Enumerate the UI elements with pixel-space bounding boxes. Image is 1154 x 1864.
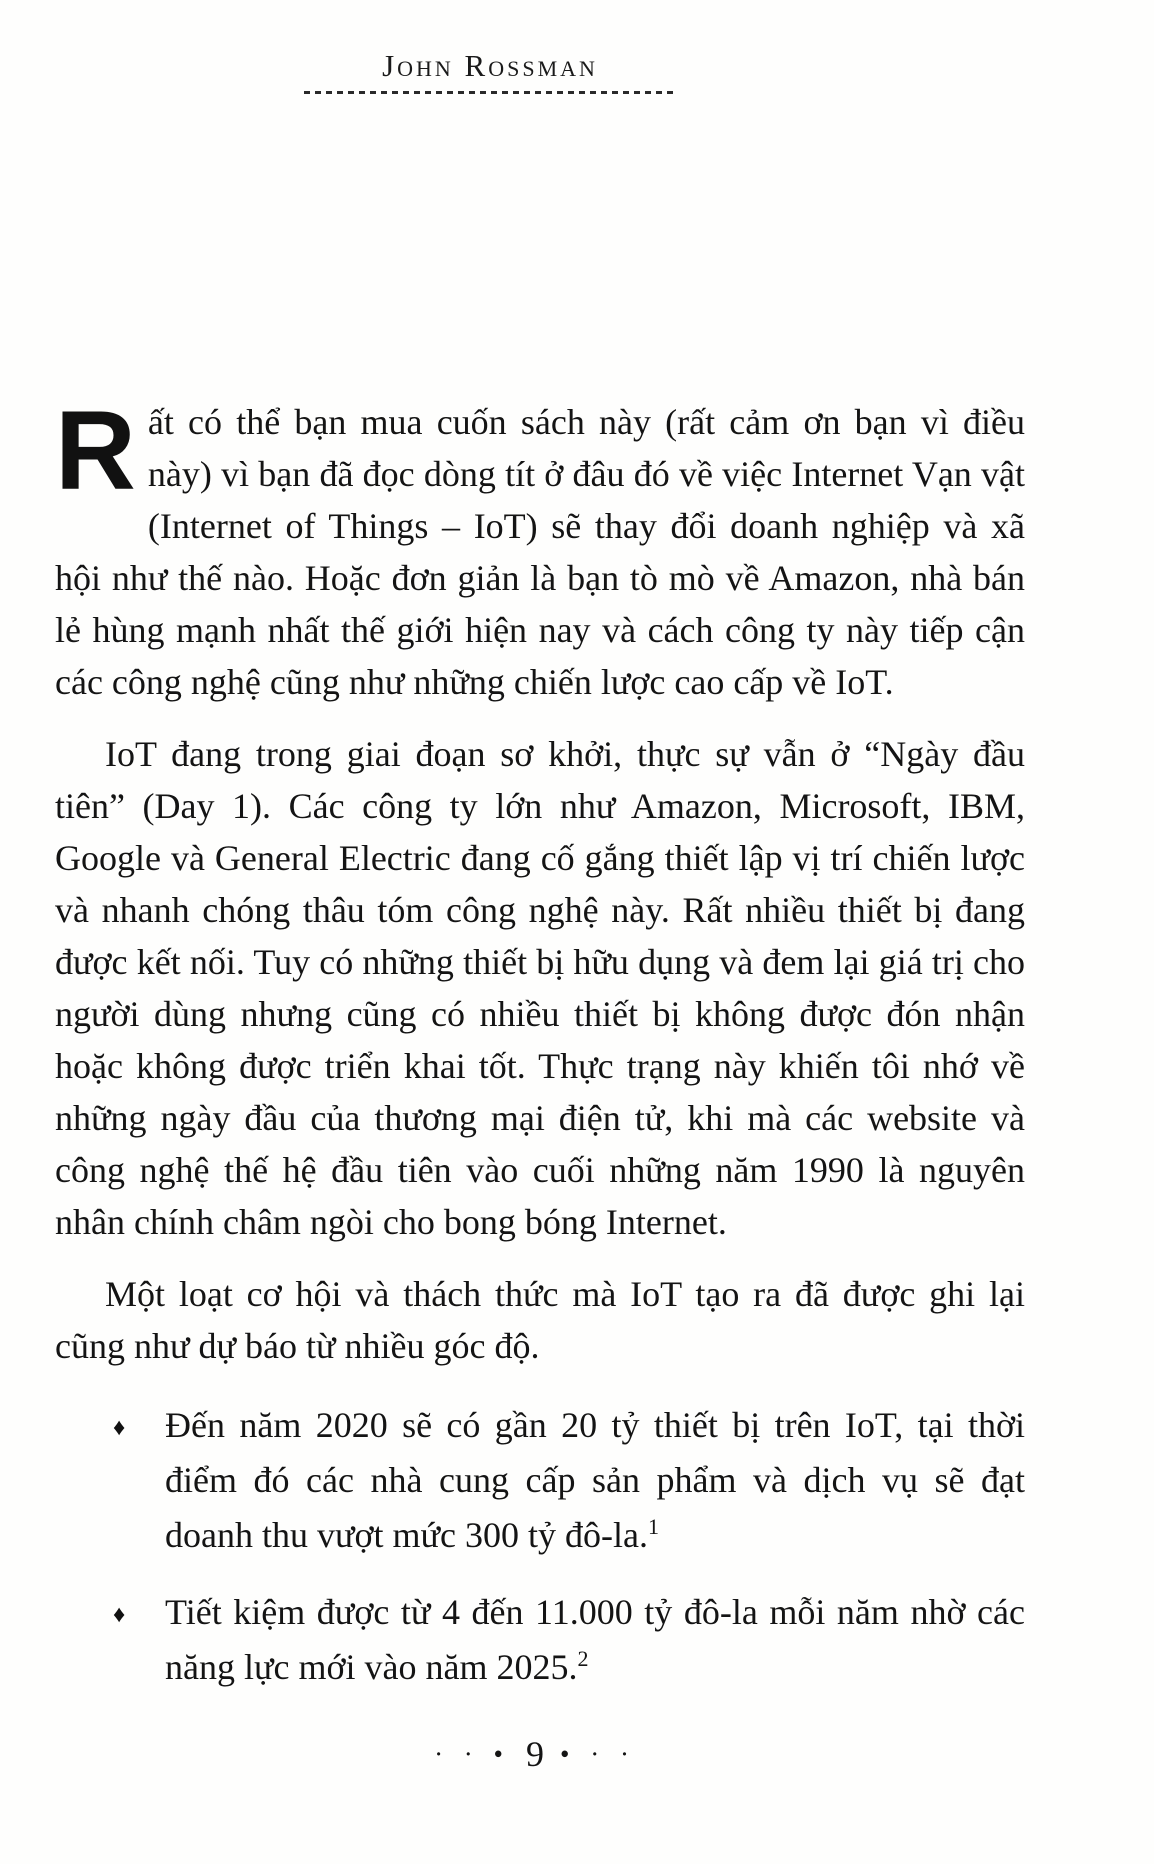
footnote-ref-2: 2 (577, 1646, 589, 1671)
paragraph-2: IoT đang trong giai đoạn sơ khởi, thực sự vẫn ở “Ngày đầu tiên” (Day 1). Các công ty lớn như Amazon, Microsoft, IBM, Google và General Electric đang cố gắng thiết lập vị trí chiến lược và nhanh chóng thâu tóm công nghệ này. Rất nhiều thiết bị đang được kết nối. Tuy có những thiết bị hữu dụng và đem lại giá trị cho người dùng nhưng cũng có nhiều thiết bị không được đón nhận hoặc không được triển khai tốt. Thực trạng này khiến tôi nhớ về những ngày đầu của thương mại điện tử, khi mà các website và công nghệ thế hệ đầu tiên vào cuối những năm 1990 là nguyên nhân chính châm ngòi cho bong bóng Internet. (55, 734, 1025, 1242)
page-header (250, 48, 730, 94)
diamond-bullet-icon: ♦ (113, 1415, 126, 1441)
footer-ornament-left: · · • (434, 1738, 510, 1769)
running-title: John Rossman (382, 48, 598, 83)
bullet-1-text: Đến năm 2020 sẽ có gần 20 tỷ thiết bị trên IoT, tại thời điểm đó các nhà cung cấp sản phẩm và dịch vụ sẽ đạt doanh thu vượt mức 300 tỷ đô-la. (165, 1405, 1025, 1555)
bullet-item-2 (55, 1585, 1025, 1695)
header-divider (304, 91, 676, 94)
bullet-item-1 (55, 1398, 1025, 1563)
bullet-2-text: Tiết kiệm được từ 4 đến 11.000 tỷ đô-la mỗi năm nhờ các năng lực mới vào năm 2025. (165, 1592, 1025, 1687)
paragraph-1-text: ất có thể bạn mua cuốn sách này (rất cảm ơn bạn vì điều này) vì bạn đã đọc dòng tít ở đâu đó về việc Internet Vạn vật (Internet of Things – IoT) sẽ thay đổi doanh nghiệp và xã hội như thế nào. Hoặc đơn giản là bạn tò mò về Amazon, nhà bán lẻ hùng mạnh nhất thế giới hiện nay và cách công ty này tiếp cận các công nghệ cũng như những chiến lược cao cấp về IoT. (55, 402, 1025, 702)
body-text (55, 388, 1025, 1695)
paragraph-1 (55, 388, 1025, 708)
page-number: 9 (526, 1734, 544, 1774)
drop-cap: R (55, 388, 136, 513)
paragraph-3: Một loạt cơ hội và thách thức mà IoT tạo ra đã được ghi lại cũng như dự báo từ nhiều góc độ. (55, 1274, 1025, 1366)
bullet-list (55, 1398, 1025, 1695)
diamond-bullet-icon: ♦ (113, 1602, 126, 1628)
footer-ornament-right: • · · (560, 1738, 636, 1769)
footnote-ref-1: 1 (648, 1514, 659, 1539)
page-footer (0, 1733, 1070, 1775)
